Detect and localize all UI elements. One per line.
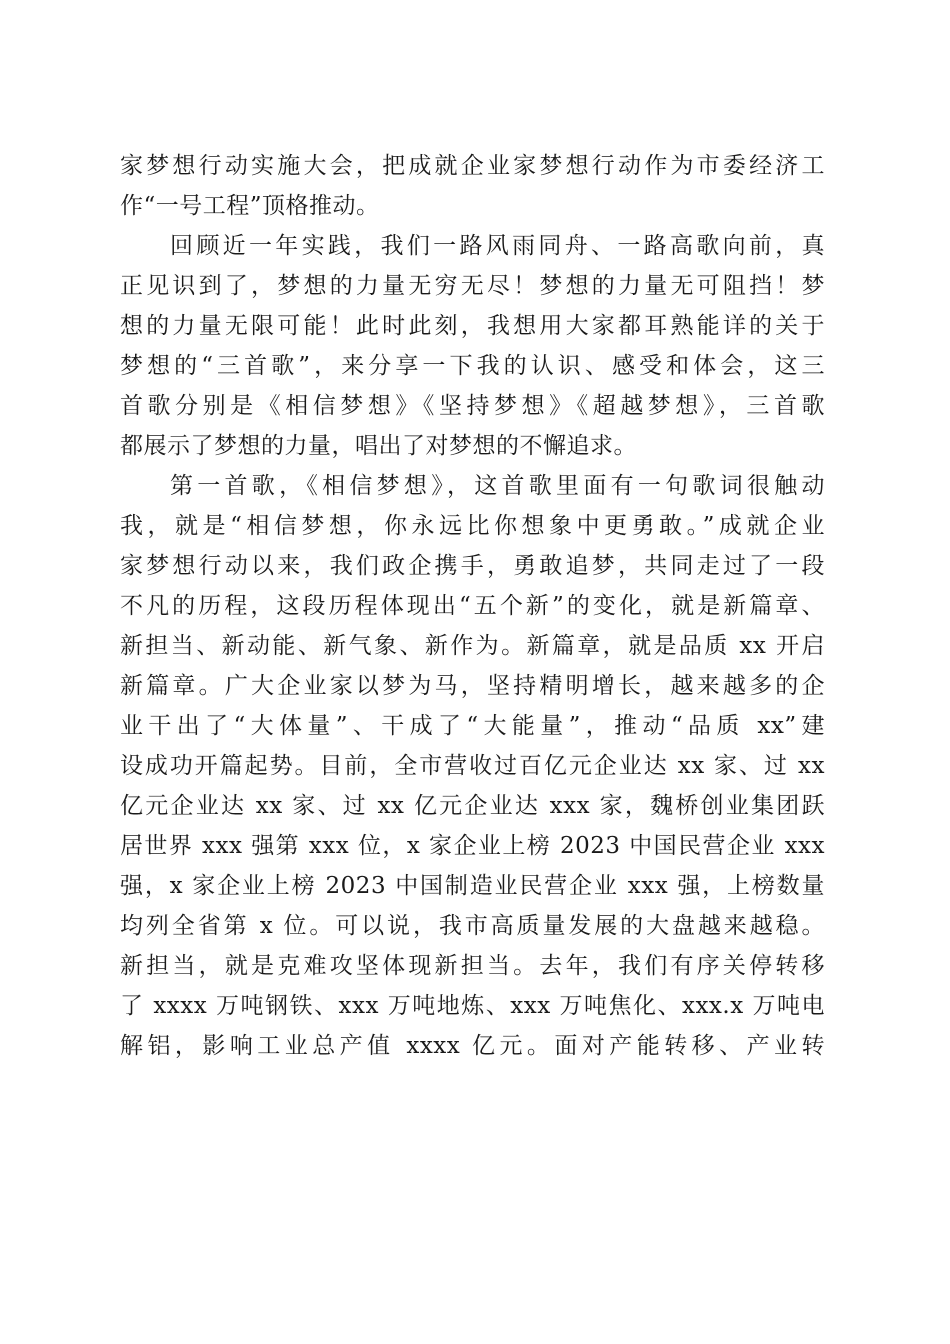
document-body	[120, 146, 825, 1066]
text-line: 首歌分别是《相信梦想》《坚持梦想》《超越梦想》，三首歌	[120, 393, 825, 419]
text-line: 居世界 xxx 强第 xxx 位，x 家企业上榜 2023 中国民营企业 xxx	[120, 833, 825, 859]
text-line: 业干出了“大体量”、干成了“大能量”，推动“品质 xx”建	[120, 713, 825, 739]
text-line: 我，就是“相信梦想，你永远比你想象中更勇敢。”成就企业	[120, 513, 825, 539]
text-line: 想的力量无限可能！此时此刻，我想用大家都耳熟能详的关于	[120, 313, 825, 339]
text-line: 梦想的“三首歌”，来分享一下我的认识、感受和体会，这三	[120, 353, 825, 379]
text-line: 均列全省第 x 位。可以说，我市高质量发展的大盘越来越稳。	[120, 913, 825, 939]
text-line: 新担当、新动能、新气象、新作为。新篇章，就是品质 xx 开启	[120, 633, 825, 659]
text-line: 回顾近一年实践，我们一路风雨同舟、一路高歌向前，真	[170, 233, 825, 259]
text-line: 亿元企业达 xx 家、过 xx 亿元企业达 xxx 家，魏桥创业集团跃	[120, 793, 825, 819]
text-line: 都展示了梦想的力量，唱出了对梦想的不懈追求。	[120, 433, 637, 459]
text-line: 强，x 家企业上榜 2023 中国制造业民营企业 xxx 强，上榜数量	[120, 873, 825, 899]
text-line: 第一首歌，《相信梦想》，这首歌里面有一句歌词很触动	[170, 473, 825, 499]
text-line: 了 xxxx 万吨钢铁、xxx 万吨地炼、xxx 万吨焦化、xxx.x 万吨电	[120, 993, 825, 1019]
text-line: 家梦想行动实施大会，把成就企业家梦想行动作为市委经济工	[120, 153, 825, 179]
text-line: 家梦想行动以来，我们政企携手，勇敢追梦，共同走过了一段	[120, 553, 825, 579]
text-line: 作“一号工程”顶格推动。	[120, 193, 380, 219]
text-line: 设成功开篇起势。目前，全市营收过百亿元企业达 xx 家、过 xx	[120, 753, 825, 779]
text-line: 新篇章。广大企业家以梦为马，坚持精明增长，越来越多的企	[120, 673, 825, 699]
text-line: 正见识到了，梦想的力量无穷无尽！梦想的力量无可阻挡！梦	[120, 273, 825, 299]
text-line: 不凡的历程，这段历程体现出“五个新”的变化，就是新篇章、	[120, 593, 825, 619]
text-line: 解铝，影响工业总产值 xxxx 亿元。面对产能转移、产业转	[120, 1033, 825, 1059]
text-line: 新担当，就是克难攻坚体现新担当。去年，我们有序关停转移	[120, 953, 825, 979]
